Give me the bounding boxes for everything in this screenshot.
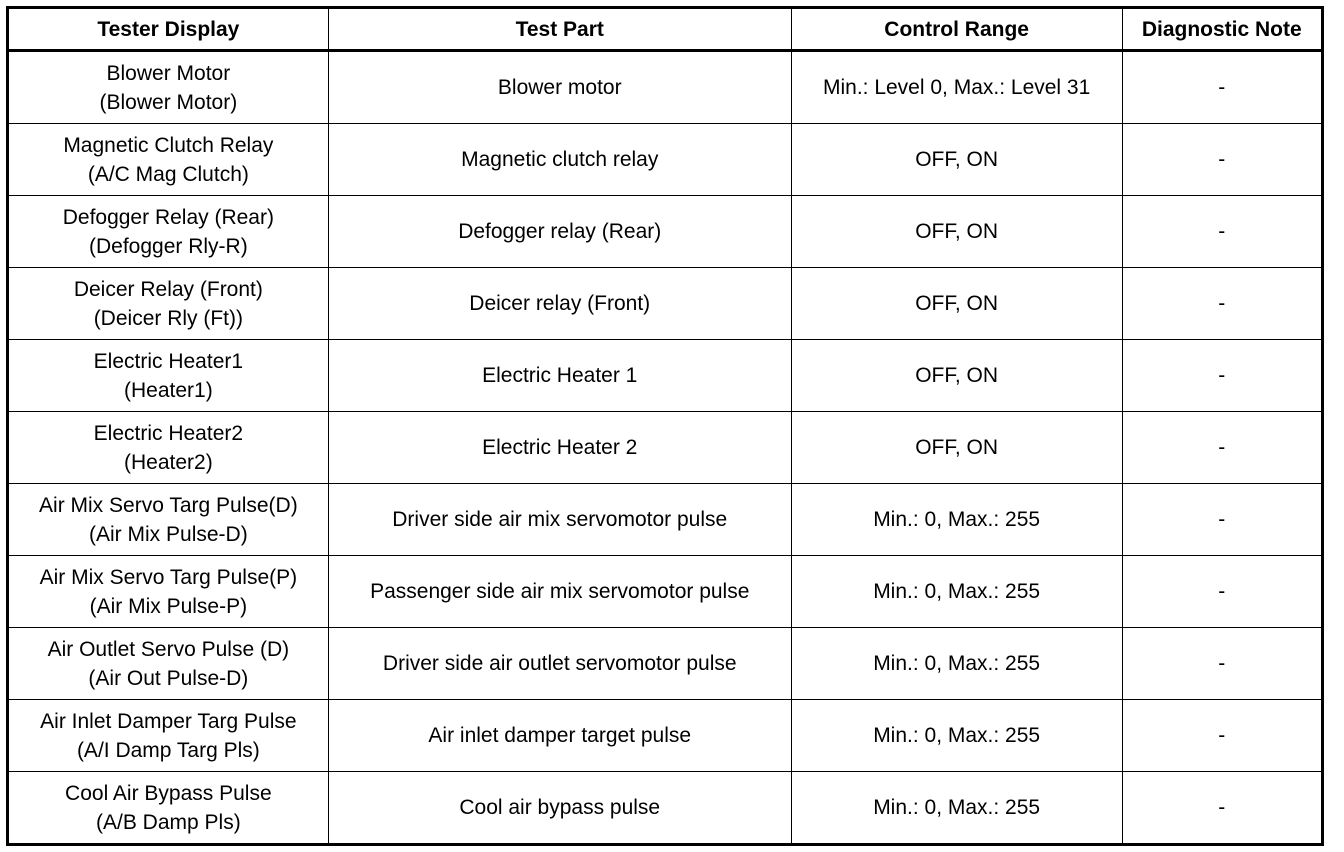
tester-display-abbreviation: (Heater2) bbox=[124, 450, 213, 474]
table-row bbox=[8, 340, 1323, 412]
cell-control-range: OFF, ON bbox=[791, 268, 1122, 340]
cell-tester-display bbox=[8, 628, 329, 700]
tester-display-abbreviation: (A/B Damp Pls) bbox=[96, 810, 241, 834]
header-control-range: Control Range bbox=[791, 8, 1122, 51]
cell-control-range: Min.: 0, Max.: 255 bbox=[791, 772, 1122, 845]
cell-diagnostic-note: - bbox=[1122, 772, 1322, 845]
cell-tester-display bbox=[8, 51, 329, 124]
tester-display-abbreviation: (A/C Mag Clutch) bbox=[87, 162, 249, 186]
cell-test-part: Electric Heater 2 bbox=[328, 412, 791, 484]
cell-tester-display bbox=[8, 340, 329, 412]
cell-tester-display bbox=[8, 556, 329, 628]
table-row bbox=[8, 484, 1323, 556]
cell-test-part: Air inlet damper target pulse bbox=[328, 700, 791, 772]
header-test-part: Test Part bbox=[328, 8, 791, 51]
cell-diagnostic-note: - bbox=[1122, 700, 1322, 772]
cell-diagnostic-note: - bbox=[1122, 51, 1322, 124]
cell-test-part: Deicer relay (Front) bbox=[328, 268, 791, 340]
tester-display-abbreviation: (Air Out Pulse-D) bbox=[88, 666, 249, 690]
table-body bbox=[8, 51, 1323, 845]
table-row bbox=[8, 124, 1323, 196]
cell-test-part: Magnetic clutch relay bbox=[328, 124, 791, 196]
cell-control-range: Min.: 0, Max.: 255 bbox=[791, 484, 1122, 556]
cell-tester-display bbox=[8, 412, 329, 484]
tester-display-name: Electric Heater1 bbox=[93, 349, 244, 373]
tester-display-name: Magnetic Clutch Relay bbox=[63, 133, 274, 157]
tester-display-abbreviation: (Air Mix Pulse-D) bbox=[89, 522, 248, 546]
cell-control-range: OFF, ON bbox=[791, 124, 1122, 196]
table-row bbox=[8, 556, 1323, 628]
tester-display-abbreviation: (Heater1) bbox=[124, 378, 213, 402]
tester-display-name: Blower Motor bbox=[106, 61, 231, 85]
table-row bbox=[8, 412, 1323, 484]
tester-display-name: Air Mix Servo Targ Pulse(D) bbox=[39, 493, 298, 517]
tester-display-name: Air Outlet Servo Pulse (D) bbox=[47, 637, 290, 661]
cell-diagnostic-note: - bbox=[1122, 484, 1322, 556]
tester-display-name: Deicer Relay (Front) bbox=[73, 277, 263, 301]
cell-control-range: OFF, ON bbox=[791, 340, 1122, 412]
cell-control-range: Min.: 0, Max.: 255 bbox=[791, 700, 1122, 772]
cell-control-range: Min.: Level 0, Max.: Level 31 bbox=[791, 51, 1122, 124]
cell-control-range: Min.: 0, Max.: 255 bbox=[791, 556, 1122, 628]
table-row bbox=[8, 51, 1323, 124]
tester-display-abbreviation: (Defogger Rly-R) bbox=[89, 234, 248, 258]
cell-control-range: Min.: 0, Max.: 255 bbox=[791, 628, 1122, 700]
tester-display-name: Air Mix Servo Targ Pulse(P) bbox=[39, 565, 298, 589]
tester-display-name: Cool Air Bypass Pulse bbox=[65, 781, 272, 805]
cell-test-part: Passenger side air mix servomotor pulse bbox=[328, 556, 791, 628]
cell-tester-display bbox=[8, 772, 329, 845]
table-row bbox=[8, 700, 1323, 772]
cell-diagnostic-note: - bbox=[1122, 268, 1322, 340]
cell-test-part: Driver side air mix servomotor pulse bbox=[328, 484, 791, 556]
cell-test-part: Cool air bypass pulse bbox=[328, 772, 791, 845]
cell-diagnostic-note: - bbox=[1122, 412, 1322, 484]
tester-display-name: Electric Heater2 bbox=[93, 421, 244, 445]
active-test-table bbox=[6, 6, 1324, 846]
tester-display-abbreviation: (Deicer Rly (Ft)) bbox=[93, 306, 244, 330]
table-row bbox=[8, 268, 1323, 340]
header-diagnostic-note: Diagnostic Note bbox=[1122, 8, 1322, 51]
cell-tester-display bbox=[8, 484, 329, 556]
table-row bbox=[8, 196, 1323, 268]
cell-diagnostic-note: - bbox=[1122, 628, 1322, 700]
cell-diagnostic-note: - bbox=[1122, 340, 1322, 412]
cell-test-part: Electric Heater 1 bbox=[328, 340, 791, 412]
tester-display-name: Air Inlet Damper Targ Pulse bbox=[40, 709, 297, 733]
cell-diagnostic-note: - bbox=[1122, 124, 1322, 196]
cell-test-part: Driver side air outlet servomotor pulse bbox=[328, 628, 791, 700]
tester-display-abbreviation: (Blower Motor) bbox=[99, 90, 238, 114]
cell-diagnostic-note: - bbox=[1122, 196, 1322, 268]
cell-control-range: OFF, ON bbox=[791, 196, 1122, 268]
cell-test-part: Defogger relay (Rear) bbox=[328, 196, 791, 268]
cell-control-range: OFF, ON bbox=[791, 412, 1122, 484]
cell-tester-display bbox=[8, 196, 329, 268]
table-row bbox=[8, 628, 1323, 700]
cell-tester-display bbox=[8, 124, 329, 196]
cell-diagnostic-note: - bbox=[1122, 556, 1322, 628]
cell-test-part: Blower motor bbox=[328, 51, 791, 124]
cell-tester-display bbox=[8, 268, 329, 340]
cell-tester-display bbox=[8, 700, 329, 772]
tester-display-abbreviation: (A/I Damp Targ Pls) bbox=[76, 738, 260, 762]
table-row bbox=[8, 772, 1323, 845]
table-header-row bbox=[8, 8, 1323, 51]
tester-display-abbreviation: (Air Mix Pulse-P) bbox=[89, 594, 248, 618]
header-tester-display: Tester Display bbox=[8, 8, 329, 51]
tester-display-name: Defogger Relay (Rear) bbox=[62, 205, 274, 229]
